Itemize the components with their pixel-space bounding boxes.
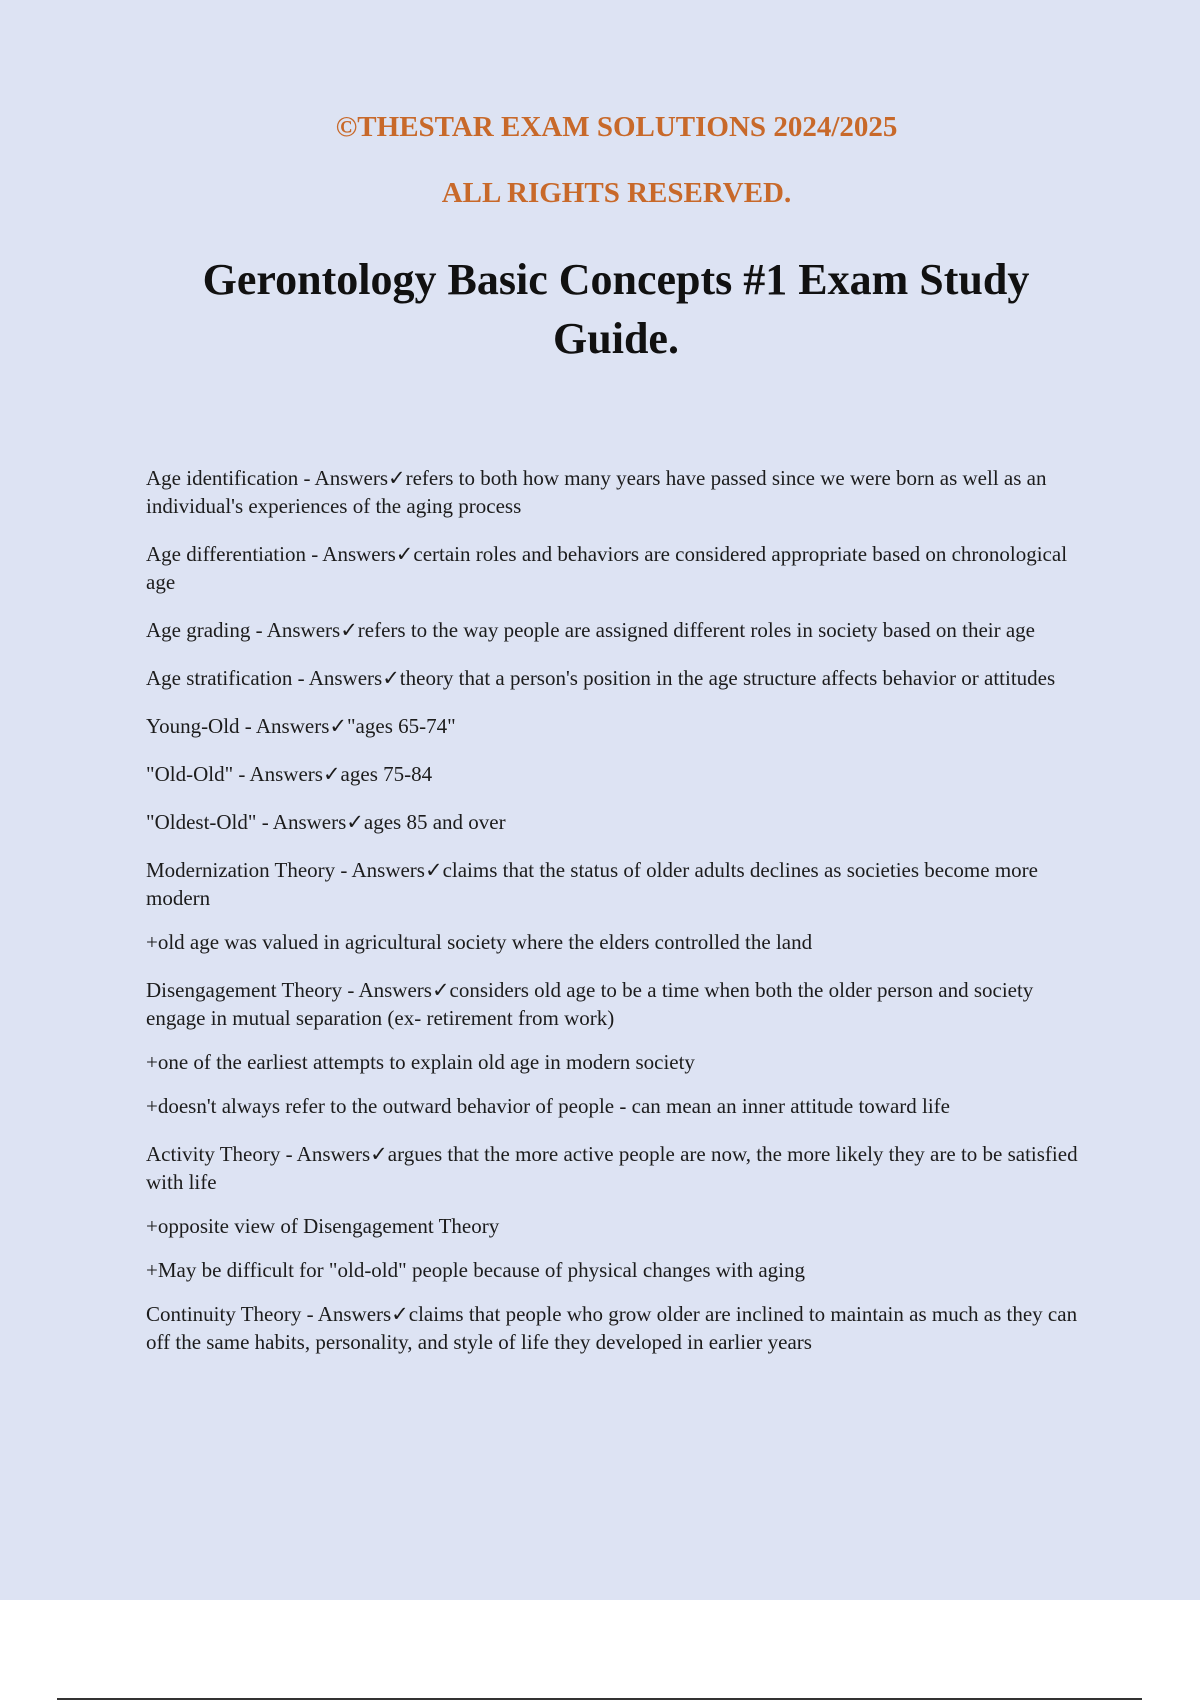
note-modernization-agricultural: +old age was valued in agricultural society where the elders controlled the land [146,930,813,954]
rights-reserved-line: ALL RIGHTS RESERVED. [441,177,792,209]
entry-continuity-theory: Continuity Theory - Answers✓claims that people who grow older are inclined to maintain as much as they can off the same habits, personality, and style of life they developed in earlier years [146,1302,1078,1354]
entry-age-identification: Age identification - Answers✓refers to both how many years have passed since we were born as well as an individual's experiences of the aging process [146,466,1047,518]
entry-oldest-old: "Oldest-Old" - Answers✓ages 85 and over [146,810,506,834]
entry-activity-theory: Activity Theory - Answers✓argues that the more active people are now, the more likely they are to be satisfied with life [146,1142,1078,1194]
note-disengagement-inner-attitude: +doesn't always refer to the outward behavior of people - can mean an inner attitude toward life [146,1094,950,1118]
copyright-header [0,94,1200,226]
note-activity-opposite: +opposite view of Disengagement Theory [146,1214,500,1238]
entry-age-differentiation: Age differentiation - Answers✓certain roles and behaviors are considered appropriate based on chronological age [146,542,1068,594]
entry-young-old: Young-Old - Answers✓"ages 65-74" [146,714,456,738]
note-disengagement-earliest: +one of the earliest attempts to explain old age in modern society [146,1050,695,1074]
note-activity-old-old: +May be difficult for "old-old" people because of physical changes with aging [146,1258,805,1282]
entry-modernization-theory: Modernization Theory - Answers✓claims that the status of older adults declines as societies become more modern [146,858,1038,910]
entry-age-stratification: Age stratification - Answers✓theory that a person's position in the age structure affects behavior or attitudes [146,666,1056,690]
study-guide-entries [146,464,1091,1376]
document-title: Gerontology Basic Concepts #1 Exam Study Guide. [202,255,1030,363]
entry-old-old: "Old-Old" - Answers✓ages 75-84 [146,762,433,786]
entry-disengagement-theory: Disengagement Theory - Answers✓considers old age to be a time when both the older person and society engage in mutual separation (ex- retirement from work) [146,978,1034,1030]
entry-age-grading: Age grading - Answers✓refers to the way people are assigned different roles in society based on their age [146,618,1035,642]
copyright-line: ©THESTAR EXAM SOLUTIONS 2024/2025 [335,111,898,143]
